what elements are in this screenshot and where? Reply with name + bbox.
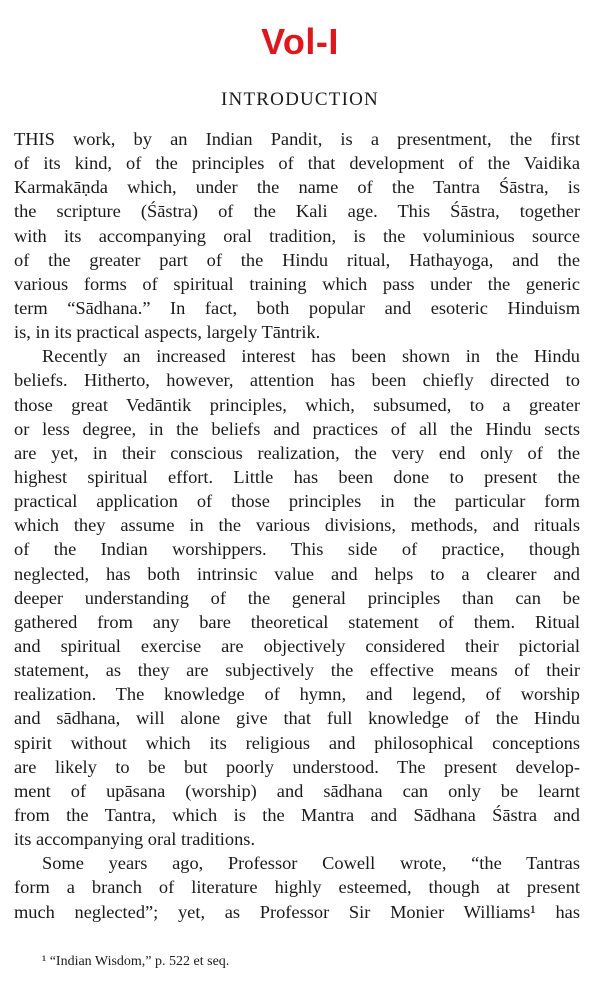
text-line: of the Indian worshippers. This side of practice, though [14, 539, 580, 560]
text-line: neglected, has both intrinsic value and helps to a clearer and [14, 563, 580, 584]
text-line: highest spiritual effort. Little has been done to present the [14, 466, 580, 487]
footnote: ¹ “Indian Wisdom,” p. 522 et seq. [42, 954, 230, 969]
text-line: various forms of spiritual training which pass under the generic [14, 273, 580, 294]
text-line: its accompanying oral traditions. [14, 829, 256, 850]
text-line: is, in its practical aspects, largely Tāntrik. [14, 322, 321, 343]
text-line: much neglected”; yet, as Professor Sir Monier Williams¹ has [14, 901, 580, 922]
text-line: Recently an increased interest has been shown in the Hindu [42, 346, 580, 367]
text-line: term “Sādhana.” In fact, both popular and esoteric Hinduism [14, 297, 580, 318]
text-line: or less degree, in the beliefs and practices of all the Hindu sects [14, 418, 580, 439]
text-line: are likely to be but poorly understood. The present develop- [14, 756, 580, 777]
text-line: beliefs. Hitherto, however, attention has been chiefly directed to [14, 370, 580, 391]
text-line: are yet, in their conscious realization, the very end only of the [14, 442, 580, 463]
text-line: gathered from any bare theoretical statement of them. Ritual [14, 611, 580, 632]
text-line: ment of upāsana (worship) and sādhana can only be learnt [14, 780, 580, 801]
text-line: deeper understanding of the general principles than can be [14, 587, 580, 608]
body-text [14, 127, 580, 924]
text-line: of its kind, of the principles of that development of the Vaidika [14, 153, 580, 174]
text-line: those great Vedāntik principles, which, subsumed, to a greater [14, 394, 580, 415]
text-line: of the greater part of the Hindu ritual, Hathayoga, and the [14, 249, 580, 270]
text-line: spirit without which its religious and philosophical conceptions [14, 732, 580, 753]
text-line: THIS work, by an Indian Pandit, is a presentment, the first [14, 129, 580, 149]
text-line: from the Tantra, which is the Mantra and Sādhana Śāstra and [14, 804, 580, 825]
text-line: form a branch of literature highly esteemed, though at present [14, 877, 580, 898]
chapter-heading: INTRODUCTION [221, 89, 379, 110]
text-line: Some years ago, Professor Cowell wrote, “the Tantras [42, 853, 580, 874]
volume-label: Vol-I [261, 21, 339, 62]
text-line: with its accompanying oral tradition, is the voluminious source [14, 225, 580, 246]
text-line: statement, as they are subjectively the effective means of their [14, 660, 580, 681]
text-line: the scripture (Śāstra) of the Kali age. This Śāstra, together [14, 201, 580, 222]
text-line: Karmakāṇda which, under the name of the Tantra Śāstra, is [14, 177, 580, 198]
text-line: realization. The knowledge of hymn, and legend, of worship [14, 684, 580, 705]
text-line: and sādhana, will alone give that full knowledge of the Hindu [14, 708, 580, 729]
text-line: practical application of those principles in the particular form [14, 491, 580, 512]
text-line: which they assume in the various divisions, methods, and rituals [14, 515, 580, 536]
text-line: and spiritual exercise are objectively considered their pictorial [14, 635, 580, 656]
